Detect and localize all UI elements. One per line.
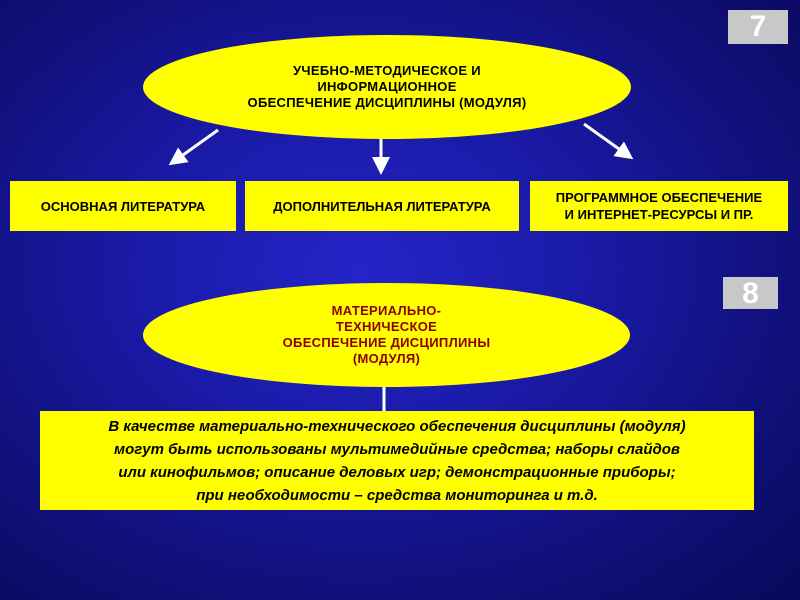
main-literature-box: [10, 181, 236, 231]
description-text-line: В качестве материально-технического обеспечения дисциплины (модуля): [108, 417, 686, 435]
arrow-to-software: [584, 124, 626, 154]
ellipse-text-line: ОБЕСПЕЧЕНИЕ ДИСЦИПЛИНЫ: [282, 335, 491, 350]
software-label-line: ПРОГРАММНОЕ ОБЕСПЕЧЕНИЕ: [555, 190, 763, 205]
software-box: [530, 181, 788, 231]
ellipse-text-line: ТЕХНИЧЕСКОЕ: [335, 319, 438, 334]
description-text-line: могут быть использованы мультимедийные средства; наборы слайдов: [114, 440, 680, 458]
description-text-line: или кинофильмов; описание деловых игр; демонстрационные приборы;: [118, 463, 676, 481]
ellipse-text-line: УЧЕБНО-МЕТОДИЧЕСКОЕ И: [293, 63, 481, 78]
material-support-description-box: [40, 411, 754, 510]
ellipse-text-line: ОБЕСПЕЧЕНИЕ ДИСЦИПЛИНЫ (МОДУЛЯ): [247, 95, 527, 110]
additional-literature-label: ДОПОЛНИТЕЛЬНАЯ ЛИТЕРАТУРА: [273, 198, 491, 214]
description-text-line: при необходимости – средства мониторинга и т.д.: [196, 486, 598, 504]
ellipse-text-line: ИНФОРМАЦИОННОЕ: [317, 79, 457, 94]
ellipse-text-line: МАТЕРИАЛЬНО-: [331, 303, 442, 318]
ellipse-text-line: (МОДУЛЯ): [352, 351, 421, 366]
software-label-line: И ИНТЕРНЕТ-РЕСУРСЫ И ПР.: [564, 207, 754, 222]
slide-number-7: 7: [728, 10, 788, 44]
arrow-to-main-literature: [176, 130, 218, 160]
additional-literature-box: [245, 181, 519, 231]
slide-number-8: 8: [723, 277, 778, 309]
main-literature-label: ОСНОВНАЯ ЛИТЕРАТУРА: [40, 198, 206, 214]
material-support-ellipse: [143, 283, 630, 387]
